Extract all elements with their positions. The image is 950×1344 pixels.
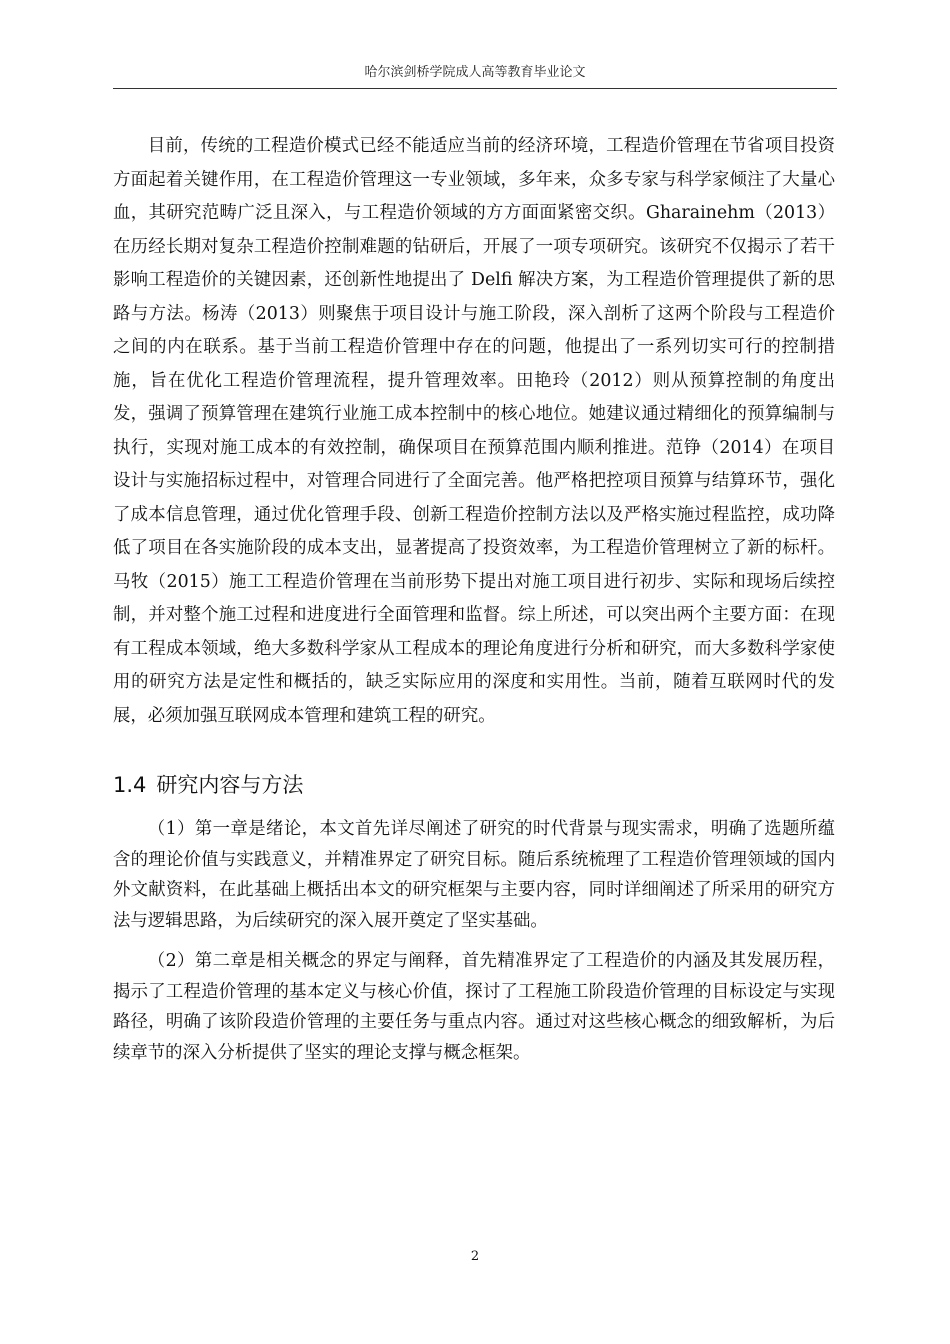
running-header: 哈尔滨剑桥学院成人高等教育毕业论文	[364, 65, 586, 80]
paragraph-chapter-2: （2）第二章是相关概念的界定与阐释，首先精准界定了工程造价的内涵及其发展历程，揭示了工程造价管理的基本定义与核心价值，探讨了工程施工阶段造价管理的目标设定与实现路径，明确了该阶段造价管理的主要任务与重点内容。通过对这些核心概念的细致解析，为后续章节的深入分析提供了坚实的理论支撑与概念框架。	[113, 951, 835, 1063]
header-rule	[113, 88, 837, 89]
paragraph-chapter-1: （1）第一章是绪论，本文首先详尽阐述了研究的时代背景与现实需求，明确了选题所蕴含的理论价值与实践意义，并精准界定了研究目标。随后系统梳理了工程造价管理领域的国内外文献资料，在此基础上概括出本文的研究框架与主要内容，同时详细阐述了所采用的研究方法与逻辑思路，为后续研究的深入展开奠定了坚实基础。	[113, 819, 835, 931]
page-number: 2	[470, 1249, 480, 1264]
section-title: 研究内容与方法	[156, 773, 304, 797]
section-heading	[113, 768, 835, 802]
paragraph-literature-review: 目前，传统的工程造价模式已经不能适应当前的经济环境，工程造价管理在节省项目投资方面起着关键作用，在工程造价管理这一专业领域，多年来，众多专家与科学家倾注了大量心血，其研究范畴广泛且深入，与工程造价领域的方方面面紧密交织。Gharainehm（2013）在历经长期对复杂工程造价控制难题的钻研后，开展了一项专项研究。该研究不仅揭示了若干影响工程造价的关键因素，还创新性地提出了 Delfi 解决方案，为工程造价管理提供了新的思路与方法。杨涛（2013）则聚焦于项目设计与施工阶段，深入剖析了这两个阶段与工程造价之间的内在联系。基于当前工程造价管理中存在的问题，他提出了一系列切实可行的控制措施，旨在优化工程造价管理流程，提升管理效率。田艳玲（2012）则从预算控制的角度出发，强调了预算管理在建筑行业施工成本控制中的核心地位。她建议通过精细化的预算编制与执行，实现对施工成本的有效控制，确保项目在预算范围内顺利推进。范铮（2014）在项目设计与实施招标过程中，对管理合同进行了全面完善。他严格把控项目预算与结算环节，强化了成本信息管理，通过优化管理手段、创新工程造价控制方法以及严格实施过程监控，成功降低了项目在各实施阶段的成本支出，显著提高了投资效率，为工程造价管理树立了新的标杆。马牧（2015）施工工程造价管理在当前形势下提出对施工项目进行初步、实际和现场后续控制，并对整个施工过程和进度进行全面管理和监督。综上所述，可以突出两个主要方面：在现有工程成本领域，绝大多数科学家从工程成本的理论角度进行分析和研究，而大多数科学家使用的研究方法是定性和概括的，缺乏实际应用的深度和实用性。当前，随着互联网时代的发展，必须加强互联网成本管理和建筑工程的研究。	[113, 136, 835, 726]
section-number: 1.4	[113, 773, 147, 797]
